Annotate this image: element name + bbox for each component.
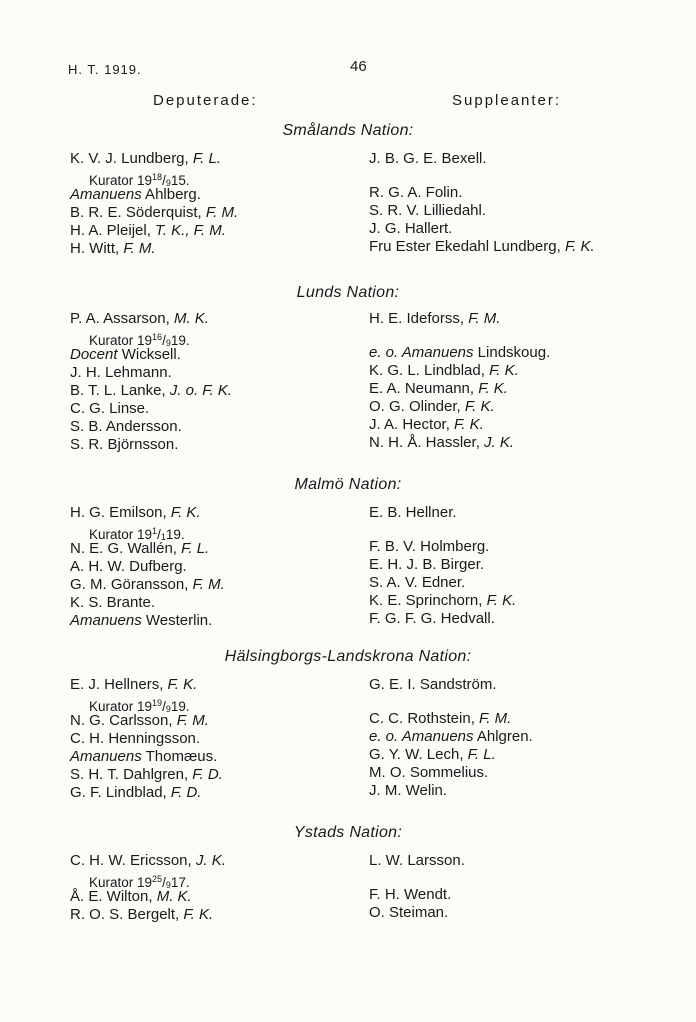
- nation-title: Smålands Nation:: [282, 122, 414, 139]
- entry-line: [70, 888, 350, 906]
- entry-name: O. Steiman.: [369, 904, 449, 921]
- entry-degree: J. o. F. K.: [169, 382, 233, 399]
- entry-name: F. B. V. Holmberg.: [369, 538, 490, 555]
- curator-term: [70, 328, 350, 346]
- curator-month: 1: [160, 532, 166, 542]
- deputies-list: [70, 676, 350, 802]
- nation-title: Ystads Nation:: [293, 824, 403, 841]
- curator-label: Kurator 19: [89, 875, 153, 890]
- entry-name: J. A. Hector,: [369, 416, 455, 433]
- curator-month: 9: [165, 880, 171, 890]
- entry-name: L. W. Larsson.: [369, 852, 465, 869]
- column-headers: [0, 92, 696, 114]
- entry-name: Westerlin.: [141, 612, 213, 629]
- entry-name: E. J. Hellners,: [70, 676, 168, 693]
- entry-degree: F. K.: [564, 238, 595, 255]
- entry-name: J. H. Lehmann.: [70, 364, 172, 381]
- entry-line: [70, 400, 350, 418]
- curator-year: 19.: [170, 699, 190, 714]
- entry-line: [369, 238, 669, 256]
- entry-degree: F. D.: [192, 766, 223, 783]
- entry-name: J. M. Welin.: [369, 782, 448, 799]
- entry-degree: F. L.: [467, 746, 496, 763]
- entry-line: [70, 576, 350, 594]
- entry-line: [369, 728, 669, 746]
- entry-line: [369, 764, 669, 782]
- entry-degree: F. K.: [478, 380, 508, 397]
- entry-degree: F. M.: [123, 240, 156, 257]
- title-italic: Docent: [70, 346, 118, 363]
- entry-name: O. G. Olinder,: [369, 398, 465, 415]
- entry-degree: F. L.: [192, 150, 221, 167]
- entry-line: [70, 346, 350, 364]
- entry-name: B. R. E. Söderquist,: [70, 204, 206, 221]
- entry-line: [369, 150, 669, 168]
- curator-slash: /: [162, 333, 166, 348]
- entry-name: J. G. Hallert.: [369, 220, 453, 237]
- entry-name: K. E. Sprinchorn,: [369, 592, 487, 609]
- entry-degree: F. K.: [489, 362, 519, 379]
- entry-line: [369, 416, 669, 434]
- section-malmo: [0, 474, 696, 629]
- substitutes-list: [369, 310, 669, 452]
- entry-name: C. G. Linse.: [70, 400, 150, 417]
- page-header: [0, 58, 696, 82]
- curator-label: Kurator 19: [89, 527, 153, 542]
- entry-degree: F. K.: [167, 676, 198, 693]
- entry-line: [369, 886, 669, 904]
- entry-line: [369, 556, 669, 574]
- entry-name: E. B. Hellner.: [369, 504, 457, 521]
- entry-line: [70, 852, 350, 870]
- entry-line: [369, 202, 669, 220]
- entry-line: [369, 574, 669, 592]
- entry-line: [70, 712, 350, 730]
- entry-line: [369, 592, 669, 610]
- curator-label: Kurator 19: [89, 699, 153, 714]
- entry-name: E. H. J. B. Birger.: [369, 556, 485, 573]
- curator-slash: /: [162, 173, 166, 188]
- entry-line: [70, 204, 350, 222]
- nation-title: Lunds Nation:: [296, 284, 400, 301]
- title-italic: e. o. Amanuens: [369, 344, 474, 361]
- entry-name: N. H. Å. Hassler,: [369, 434, 485, 451]
- curator-day: 16: [152, 332, 163, 342]
- curator-label: Kurator 19: [89, 333, 153, 348]
- entry-name: Ahlgren.: [473, 728, 533, 745]
- entry-line: [70, 186, 350, 204]
- entry-name: K. V. J. Lundberg,: [70, 150, 193, 167]
- entry-line: [70, 906, 350, 924]
- curator-label: Kurator 19: [89, 173, 153, 188]
- entry-line: [369, 310, 669, 328]
- entry-name: H. Witt,: [70, 240, 124, 257]
- entry-line: [369, 852, 669, 870]
- deputies-list: [70, 504, 350, 630]
- title-italic: Amanuens: [70, 612, 142, 629]
- entry-name: K. G. L. Lindblad,: [369, 362, 490, 379]
- deputies-list: [70, 150, 350, 258]
- column-header-substitutes: Suppleanter:: [452, 92, 562, 109]
- entry-name: N. G. Carlsson,: [70, 712, 177, 729]
- entry-name: Fru Ester Ekedahl Lundberg,: [369, 238, 565, 255]
- curator-slash: /: [162, 699, 166, 714]
- entry-line: [70, 504, 350, 522]
- entry-degree: F. L.: [181, 540, 210, 557]
- curator-day: 25: [152, 874, 163, 884]
- entry-name: Thomæus.: [141, 748, 218, 765]
- entry-line: [70, 240, 350, 258]
- entry-name: H. E. Ideforss,: [369, 310, 469, 327]
- entry-name: H. A. Pleijel,: [70, 222, 156, 239]
- entry-line: [70, 748, 350, 766]
- curator-year: 15.: [170, 173, 190, 188]
- entry-name: P. A. Assarson,: [70, 310, 174, 327]
- curator-term: [70, 694, 350, 712]
- entry-name: R. G. A. Folin.: [369, 184, 463, 201]
- entry-line: [369, 782, 669, 800]
- entry-degree: J. K.: [484, 434, 515, 451]
- entry-line: [369, 610, 669, 628]
- entry-name: K. S. Brante.: [70, 594, 156, 611]
- entry-name: M. O. Sommelius.: [369, 764, 489, 781]
- entry-line: [369, 434, 669, 452]
- entry-name: G. M. Göransson,: [70, 576, 193, 593]
- entry-line: [70, 150, 350, 168]
- section-lunds: [0, 282, 696, 453]
- entry-line: [70, 612, 350, 630]
- curator-year: 17.: [170, 875, 190, 890]
- entry-line: [70, 418, 350, 436]
- entry-line: [369, 184, 669, 202]
- entry-line: [70, 676, 350, 694]
- entry-name: S. A. V. Edner.: [369, 574, 466, 591]
- nation-title: Malmö Nation:: [294, 476, 402, 493]
- entry-line: [70, 382, 350, 400]
- curator-slash: /: [162, 875, 166, 890]
- entry-line: [70, 766, 350, 784]
- entry-degree: F. K.: [170, 504, 201, 521]
- column-header-deputies: Deputerade:: [153, 92, 258, 109]
- entry-name: H. G. Emilson,: [70, 504, 171, 521]
- curator-term: [70, 870, 350, 888]
- curator-day: 1: [152, 526, 158, 536]
- entry-line: [70, 558, 350, 576]
- entry-line: [70, 222, 350, 240]
- entry-line: [70, 784, 350, 802]
- entry-line: [369, 904, 669, 922]
- entry-name: S. R. V. Lilliedahl.: [369, 202, 487, 219]
- entry-name: B. T. L. Lanke,: [70, 382, 170, 399]
- entry-name: G. F. Lindblad,: [70, 784, 171, 801]
- entry-line: [369, 504, 669, 522]
- entry-line: [369, 746, 669, 764]
- substitutes-list: [369, 676, 669, 800]
- entry-line: [70, 594, 350, 612]
- section-ystads: [0, 822, 696, 923]
- entry-line: [369, 710, 669, 728]
- entry-name: C. H. W. Ericsson,: [70, 852, 196, 869]
- entry-name: S. R. Björnsson.: [70, 436, 179, 453]
- entry-degree: F. M.: [205, 204, 239, 221]
- curator-slash: /: [157, 527, 161, 542]
- curator-year: 19.: [170, 333, 190, 348]
- entry-line: [70, 730, 350, 748]
- entry-degree: F. D.: [170, 784, 202, 801]
- entry-degree: F. M.: [479, 710, 512, 727]
- curator-month: 9: [165, 338, 171, 348]
- entry-line: [70, 310, 350, 328]
- deputies-list: [70, 310, 350, 454]
- entry-line: [70, 364, 350, 382]
- entry-name: C. C. Rothstein,: [369, 710, 480, 727]
- entry-degree: F. M.: [468, 310, 501, 327]
- entry-line: [70, 436, 350, 454]
- entry-degree: F. M.: [192, 576, 225, 593]
- entry-degree: T. K., F. M.: [155, 222, 226, 239]
- curator-day: 19: [152, 698, 163, 708]
- entry-name: N. E. G. Wallén,: [70, 540, 182, 557]
- entry-degree: J. K.: [195, 852, 226, 869]
- entry-degree: F. M.: [176, 712, 209, 729]
- entry-name: R. O. S. Bergelt,: [70, 906, 184, 923]
- curator-term: [70, 522, 350, 540]
- entry-name: Lindskoug.: [473, 344, 551, 361]
- substitutes-list: [369, 852, 669, 922]
- title-italic: Amanuens: [70, 748, 142, 765]
- curator-day: 18: [152, 172, 163, 182]
- entry-line: [369, 676, 669, 694]
- section-halsingborgs-landskrona: [0, 646, 696, 801]
- entry-line: [369, 344, 669, 362]
- title-italic: e. o. Amanuens: [369, 728, 474, 745]
- entry-name: F. H. Wendt.: [369, 886, 452, 903]
- substitutes-list: [369, 150, 669, 256]
- curator-month: 9: [165, 704, 171, 714]
- entry-line: [369, 220, 669, 238]
- curator-term: [70, 168, 350, 186]
- entry-name: Ahlberg.: [141, 186, 201, 203]
- curator-year: 19.: [165, 527, 185, 542]
- page-number: 46: [350, 58, 367, 75]
- curator-month: 9: [165, 178, 171, 188]
- entry-line: [369, 538, 669, 556]
- entry-degree: F. K.: [486, 592, 517, 609]
- entry-line: [369, 398, 669, 416]
- header-term: H. T. 1919.: [68, 62, 142, 77]
- entry-name: Wicksell.: [117, 346, 181, 363]
- section-smalands: [0, 120, 696, 257]
- entry-line: [70, 540, 350, 558]
- entry-degree: M. K.: [173, 310, 209, 327]
- entry-degree: F. K.: [454, 416, 484, 433]
- entry-name: E. A. Neumann,: [369, 380, 479, 397]
- entry-name: F. G. F. G. Hedvall.: [369, 610, 495, 627]
- entry-degree: F. K.: [183, 906, 214, 923]
- entry-name: J. B. G. E. Bexell.: [369, 150, 487, 167]
- entry-name: A. H. W. Dufberg.: [70, 558, 187, 575]
- entry-line: [369, 362, 669, 380]
- entry-line: [369, 380, 669, 398]
- entry-name: C. H. Henningsson.: [70, 730, 201, 747]
- substitutes-list: [369, 504, 669, 628]
- entry-name: S. H. T. Dahlgren,: [70, 766, 193, 783]
- deputies-list: [70, 852, 350, 924]
- entry-name: G. Y. W. Lech,: [369, 746, 468, 763]
- entry-degree: M. K.: [156, 888, 192, 905]
- entry-name: Å. E. Wilton,: [70, 888, 157, 905]
- entry-degree: F. K.: [464, 398, 495, 415]
- entry-name: G. E. I. Sandström.: [369, 676, 497, 693]
- entry-name: S. B. Andersson.: [70, 418, 182, 435]
- nation-title: Hälsingborgs-Landskrona Nation:: [224, 648, 472, 665]
- title-italic: Amanuens: [70, 186, 142, 203]
